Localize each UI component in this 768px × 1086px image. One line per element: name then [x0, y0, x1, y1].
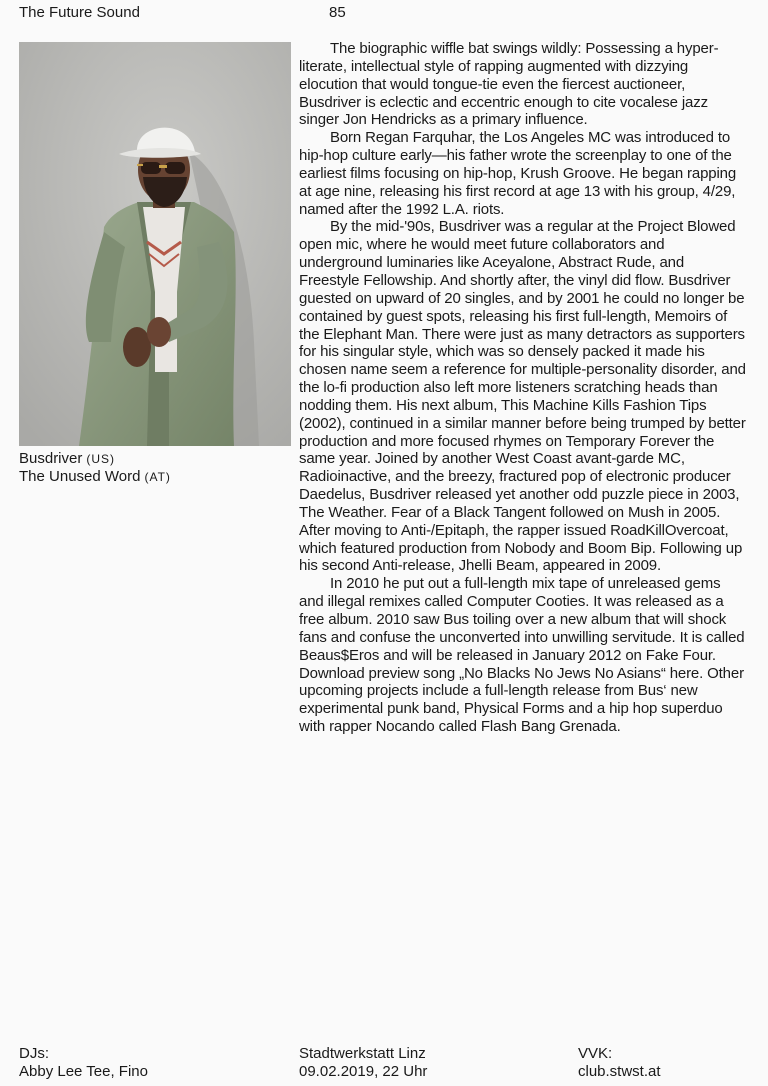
publication-title: The Future Sound	[19, 4, 140, 21]
artist-country: (US)	[86, 452, 116, 466]
photo-caption	[19, 450, 171, 486]
footer-venue	[299, 1045, 427, 1081]
footer-vvk	[578, 1045, 661, 1081]
djs-label: DJs:	[19, 1045, 49, 1062]
caption-artist-1	[19, 450, 171, 468]
artist-country: (AT)	[144, 470, 171, 484]
article-paragraph: The biographic wiffle bat swings wildly: Possessing a hyper-literate, intellectual style of rapping augmented with dizzying elocution that would tongue-tie even the fiercest auctioneer, Busdriver is eclectic and eccentric enough to cite vocalese jazz singer Jon Hendricks as a primary influence.	[299, 40, 719, 129]
caption-artist-2	[19, 468, 171, 486]
venue-name: Stadtwerkstatt Linz	[299, 1045, 426, 1062]
article-paragraph: In 2010 he put out a full-length mix tape of unreleased gems and illegal remixes called Computer Cooties. It was released as a free album. 2010 saw Bus toiling over a new album that will shock fans and confuse the unconverted into unwilling servitude. It is called Beaus$Eros and will be released in January 2012 on Fake Four. Download preview song „No Blacks No Jews No Asians“ here. Other upcoming projects include a full-length release from Bus‘ new experimental punk band, Physical Forms and a hip hop superduo with rapper Nocando called Flash Bang Grenada.	[299, 575, 745, 736]
page-number: 85	[329, 4, 346, 21]
vvk-label: VVK:	[578, 1045, 613, 1062]
article-body	[299, 40, 748, 736]
article-paragraph: By the mid-'90s, Busdriver was a regular at the Project Blowed open mic, where he would meet future collaborators and underground luminaries like Aceyalone, Abstract Rude, and Freestyle Fellowship. And shortly after, the vinyl did flow. Busdriver guested on upward of 20 singles, and by 2001 he could no longer be contained by guest spots, releasing his first full-length, Memoirs of the Elephant Man. There were just as many detractors as supporters for his singular style, which was so densely packed it made his chosen name seem a reference for multiple-personality disorder, and the lo-fi production also left more listeners scratching heads than nodding them. His next album, This Machine Kills Fashion Tips (2002), continued in a similar manner before being trumped by better production and more focused rhymes on Temporary Forever the same year. Joined by another West Coast avant-garde MC, Radioinactive, and the breezy, fractured pop of electronic producer Daedelus, Busdriver released yet another odd puzzle piece in 2003, The Weather. Fear of a Black Tangent followed on Mush in 2005. After moving to Anti-/Epitaph, the rapper issued RoadKillOvercoat, which featured production from Nobody and Boom Bip. Following up his second Anti-release, Jhelli Beam, appeared in 2009.	[299, 218, 746, 575]
artist-photo	[19, 42, 291, 446]
djs-names: Abby Lee Tee, Fino	[19, 1063, 148, 1080]
vvk-link[interactable]: club.stwst.at	[578, 1063, 661, 1080]
artist-name: The Unused Word	[19, 468, 141, 485]
event-datetime: 09.02.2019, 22 Uhr	[299, 1063, 428, 1080]
artist-name: Busdriver	[19, 450, 83, 467]
article-paragraph: Born Regan Farquhar, the Los Angeles MC was introduced to hip-hop culture early—his father wrote the screenplay to one of the earliest films focusing on hip-hop, Krush Groove. He began rapping at age nine, releasing his first record at age 13 with his group, 4/29, named after the 1992 L.A. riots.	[299, 129, 737, 218]
footer-djs	[19, 1045, 148, 1081]
